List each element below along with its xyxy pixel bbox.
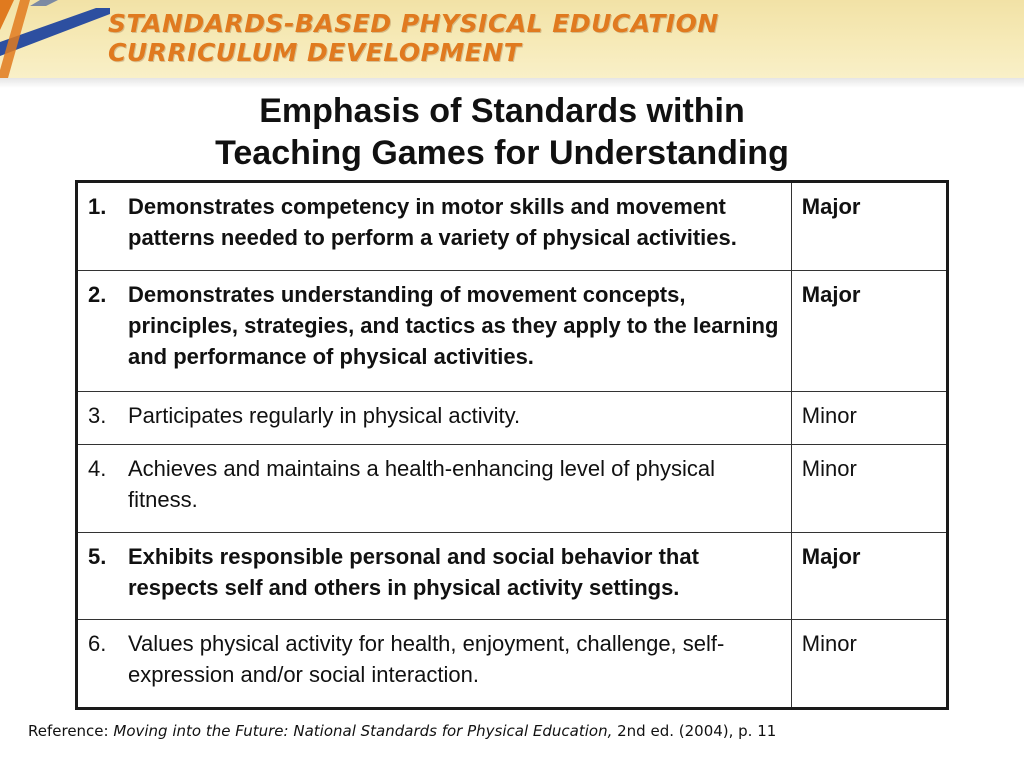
header-banner	[0, 0, 1024, 78]
standard-number: 3.	[88, 403, 107, 429]
banner-shadow	[0, 78, 1024, 88]
table-row	[77, 445, 948, 532]
table-row	[77, 620, 948, 709]
reference-footer	[28, 722, 776, 740]
standard-number: 2.	[88, 281, 107, 307]
standard-text: Demonstrates understanding of movement concepts, principles, strategies, and tactics as they apply to the learning and performance of physical activities.	[128, 281, 779, 369]
reference-details: 2nd ed. (2004), p. 11	[617, 722, 777, 740]
standard-cell	[77, 445, 792, 532]
standard-number: 1.	[88, 194, 107, 219]
standard-cell	[77, 270, 792, 392]
standard-cell	[77, 620, 792, 709]
emphasis-cell: Minor	[791, 445, 947, 532]
reference-title: Moving into the Future: National Standards for Physical Education,	[113, 722, 613, 740]
standard-text: Demonstrates competency in motor skills and movement patterns needed to perform a variety of physical activities.	[128, 194, 737, 250]
banner-title-line-2: CURRICULUM DEVELOPMENT	[108, 38, 522, 67]
emphasis-cell: Major	[791, 532, 947, 619]
standards-table	[75, 180, 949, 710]
standard-text: Values physical activity for health, enjoyment, challenge, self-expression and/or social interaction.	[128, 631, 725, 688]
standard-text: Exhibits responsible personal and social behavior that respects self and others in physical activity settings.	[128, 543, 699, 600]
standard-number: 6.	[88, 631, 107, 657]
slide-title	[0, 90, 1004, 174]
slide-title-line-1: Emphasis of Standards within	[259, 92, 745, 130]
table-row	[77, 392, 948, 445]
logo-stripes-icon	[0, 0, 110, 78]
emphasis-cell: Minor	[791, 620, 947, 709]
standard-number: 5.	[88, 543, 107, 569]
standard-cell	[77, 532, 792, 619]
standard-text: Achieves and maintains a health-enhancing level of physical fitness.	[128, 456, 716, 513]
table-row	[77, 182, 948, 271]
standard-text: Participates regularly in physical activity.	[128, 403, 521, 429]
standard-number: 4.	[88, 456, 107, 482]
banner-title-line-1: STANDARDS-BASED PHYSICAL EDUCATION	[108, 9, 719, 38]
slide-title-line-2: Teaching Games for Understanding	[215, 134, 789, 172]
emphasis-cell: Minor	[791, 392, 947, 445]
reference-label: Reference:	[28, 722, 109, 740]
emphasis-cell: Major	[791, 182, 947, 271]
standard-cell	[77, 182, 792, 271]
emphasis-cell: Major	[791, 270, 947, 392]
standard-cell	[77, 392, 792, 445]
table-row	[77, 532, 948, 619]
table-row	[77, 270, 948, 392]
